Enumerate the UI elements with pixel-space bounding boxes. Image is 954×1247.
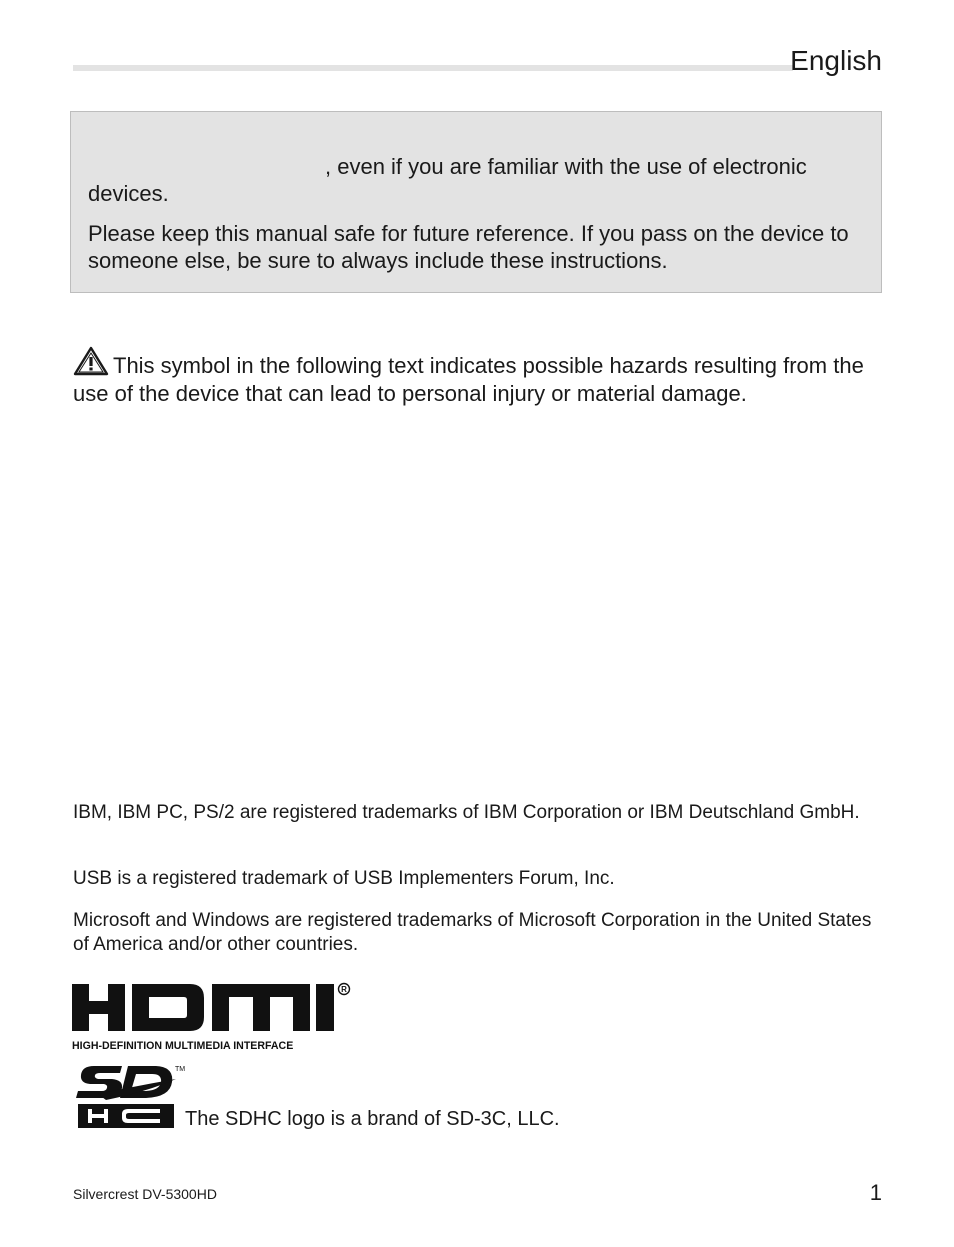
sdhc-logo	[76, 1062, 186, 1130]
header-rule	[73, 65, 793, 71]
trademark-usb: USB is a registered trademark of USB Implementers Forum, Inc.	[73, 868, 615, 889]
note-paragraph-2: Please keep this manual safe for future reference. If you pass on the device to someone else, be sure to always include these instructions.	[88, 221, 849, 273]
hdmi-logo	[72, 980, 354, 1052]
note-box	[70, 111, 882, 293]
svg-text:R: R	[341, 985, 347, 994]
warning-triangle-icon	[73, 346, 109, 376]
page-number: 1	[869, 1180, 882, 1205]
hazard-text: This symbol in the following text indicates possible hazards resulting from the use of the device that can lead to personal injury or material damage.	[73, 353, 864, 406]
trademark-microsoft: Microsoft and Windows are registered trademarks of Microsoft Corporation in the United States of America and/or other countries.	[73, 910, 872, 955]
hdmi-tagline: HIGH-DEFINITION MULTIMEDIA INTERFACE	[72, 1040, 294, 1052]
sdhc-caption: The SDHC logo is a brand of SD-3C, LLC.	[185, 1108, 560, 1130]
note-paragraph-1: , even if you are familiar with the use of electronic devices.	[88, 154, 807, 206]
hazard-paragraph	[73, 346, 883, 408]
trademark-ibm: IBM, IBM PC, PS/2 are registered trademarks of IBM Corporation or IBM Deutschland GmbH.	[73, 802, 860, 823]
language-label: English	[790, 45, 882, 76]
footer-model: Silvercrest DV-5300HD	[73, 1186, 217, 1202]
svg-text:TM: TM	[175, 1066, 186, 1073]
